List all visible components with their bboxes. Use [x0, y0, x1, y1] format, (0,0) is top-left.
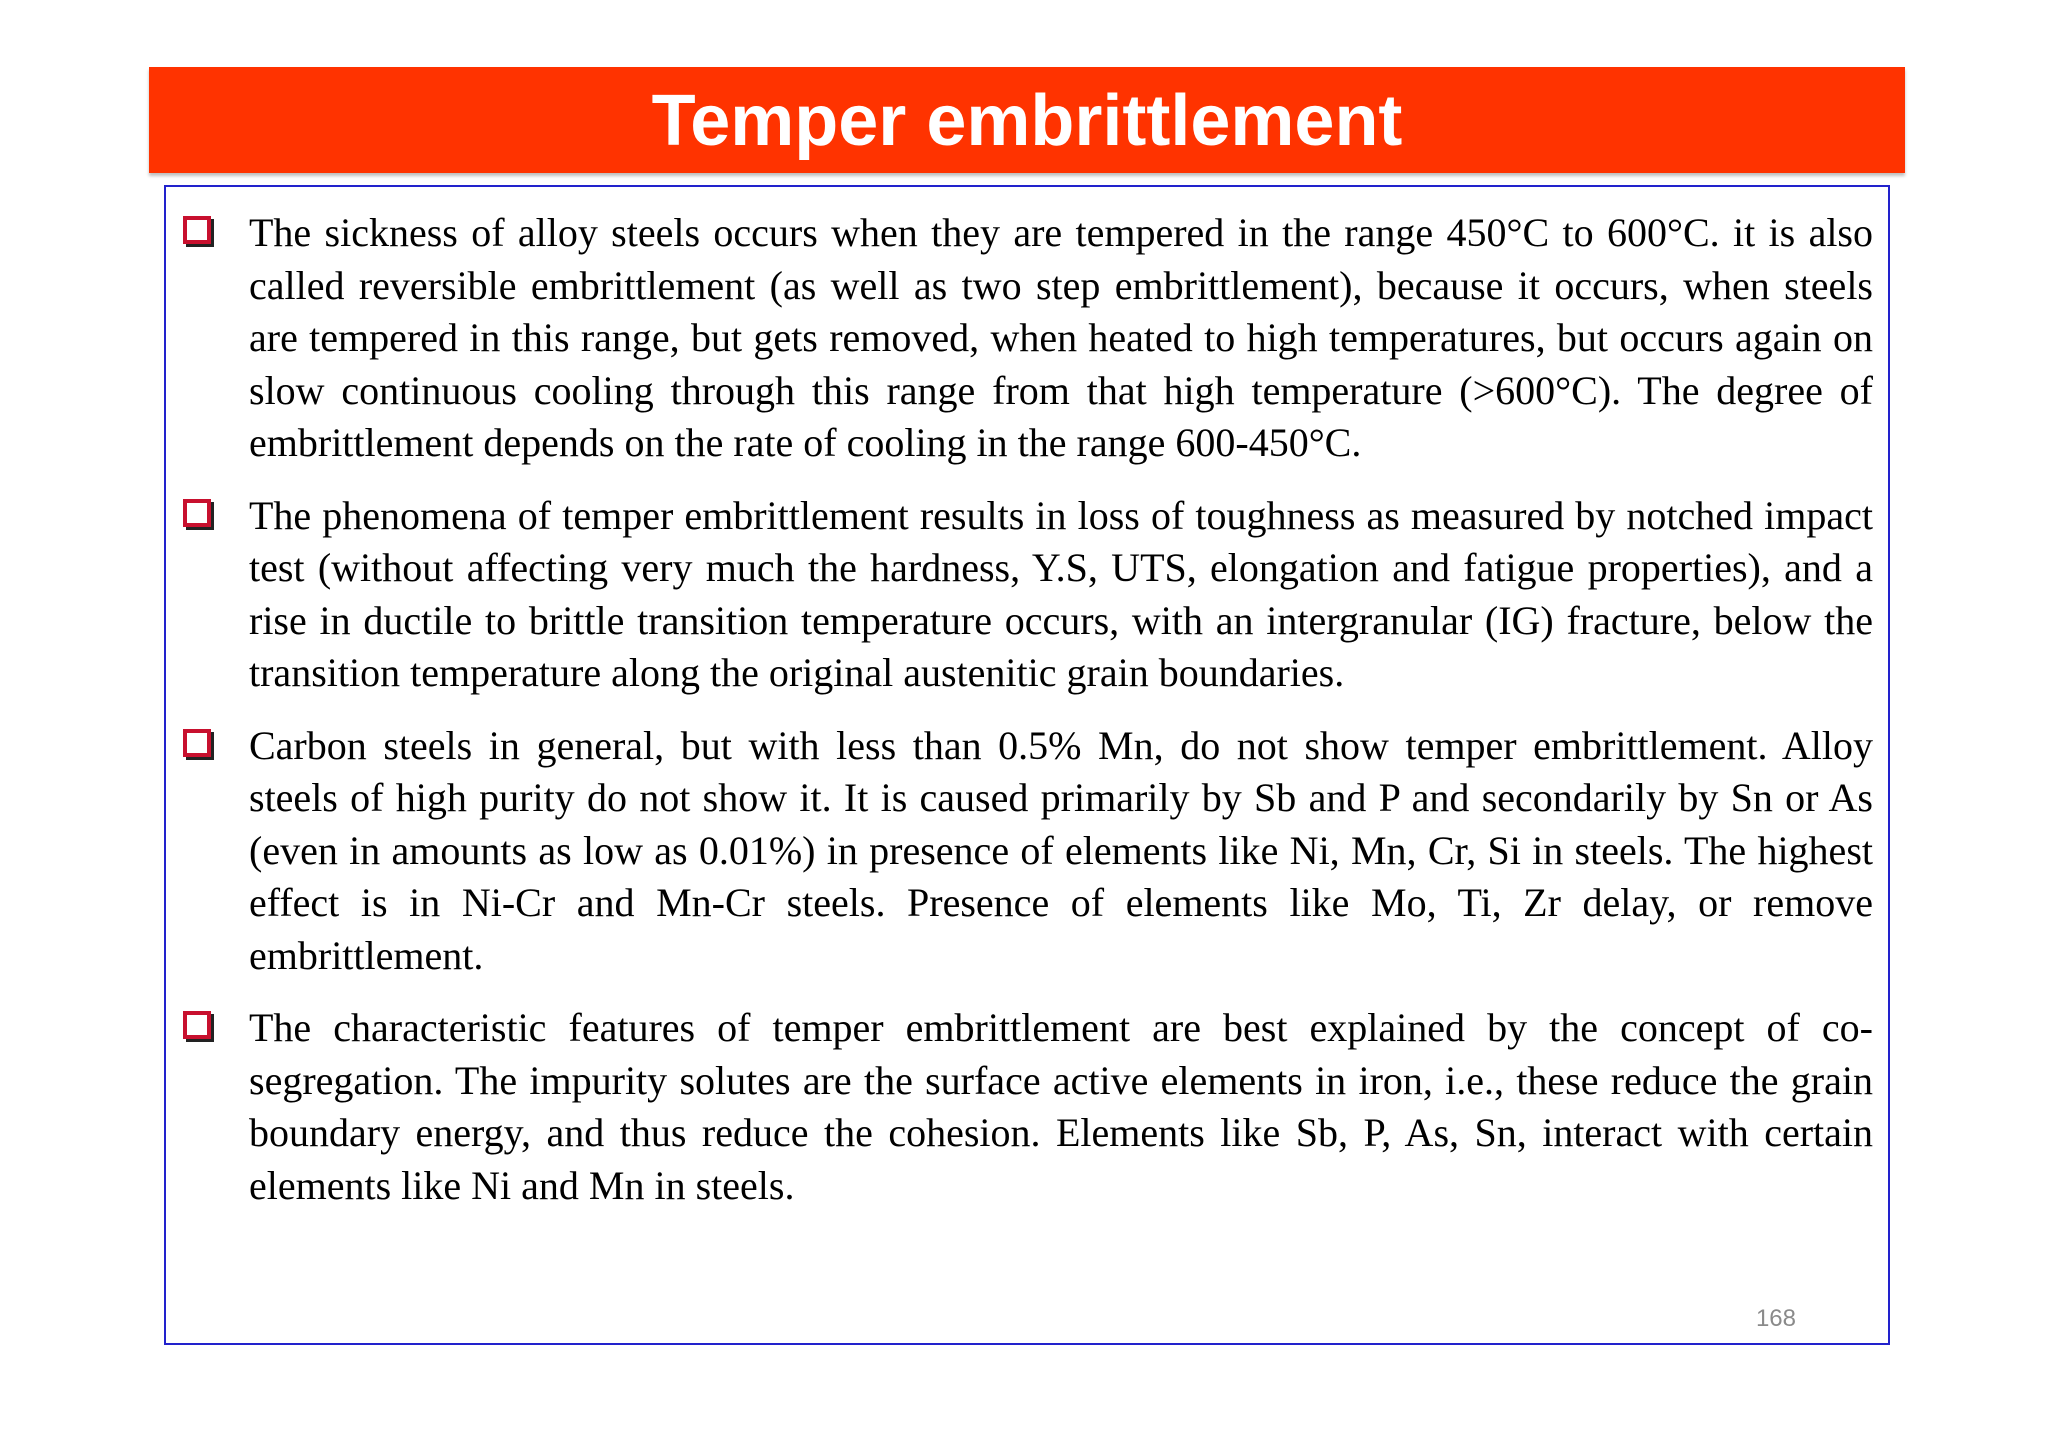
bullet-item-4	[181, 1002, 1873, 1212]
hollow-square-bullet-icon	[183, 1011, 211, 1039]
hollow-square-bullet-icon	[183, 729, 211, 757]
bullet-list	[181, 207, 1873, 1232]
bullet-item-3	[181, 720, 1873, 983]
bullet-item-2	[181, 490, 1873, 700]
bullet-item-1	[181, 207, 1873, 470]
bullet-text-4: The characteristic features of temper embrittlement are best explained by the concept of co-segregation. The impurity solutes are the surface active elements in iron, i.e., these reduce the grain boundary energy, and thus reduce the cohesion. Elements like Sb, P, As, Sn, interact with certain elements like Ni and Mn in steels.	[249, 1005, 1873, 1208]
hollow-square-bullet-icon	[183, 499, 211, 527]
slide-title: Temper embrittlement	[651, 81, 1403, 161]
bullet-text-2: The phenomena of temper embrittlement results in loss of toughness as measured by notched impact test (without affecting very much the hardness, Y.S, UTS, elongation and fatigue properties), and a rise in ductile to brittle transition temperature occurs, with an intergranular (IG) fracture, below the transition temperature along the original austenitic grain boundaries.	[249, 492, 1873, 695]
content-box	[164, 185, 1890, 1345]
page-number: 168	[1755, 1305, 1796, 1332]
bullet-text-1: The sickness of alloy steels occurs when they are tempered in the range 450°C to 600°C. it is also called reversible embrittlement (as well as two step embrittlement), because it occurs, when steels are tempered in this range, but gets removed, when heated to high temperatures, but occurs again on slow continuous cooling through this range from that high temperature (>600°C). The degree of embrittlement depends on the rate of cooling in the range 600-450°C.	[249, 210, 1873, 465]
hollow-square-bullet-icon	[183, 216, 211, 244]
bullet-text-3: Carbon steels in general, but with less than 0.5% Mn, do not show temper embrittlement. Alloy steels of high purity do not show it. It is caused primarily by Sb and P and secondarily by Sn or As (even in amounts as low as 0.01%) in presence of elements like Ni, Mn, Cr, Si in steels. The highest effect is in Ni-Cr and Mn-Cr steels. Presence of elements like Mo, Ti, Zr delay, or remove embrittlement.	[249, 722, 1873, 978]
title-bar	[149, 67, 1905, 173]
